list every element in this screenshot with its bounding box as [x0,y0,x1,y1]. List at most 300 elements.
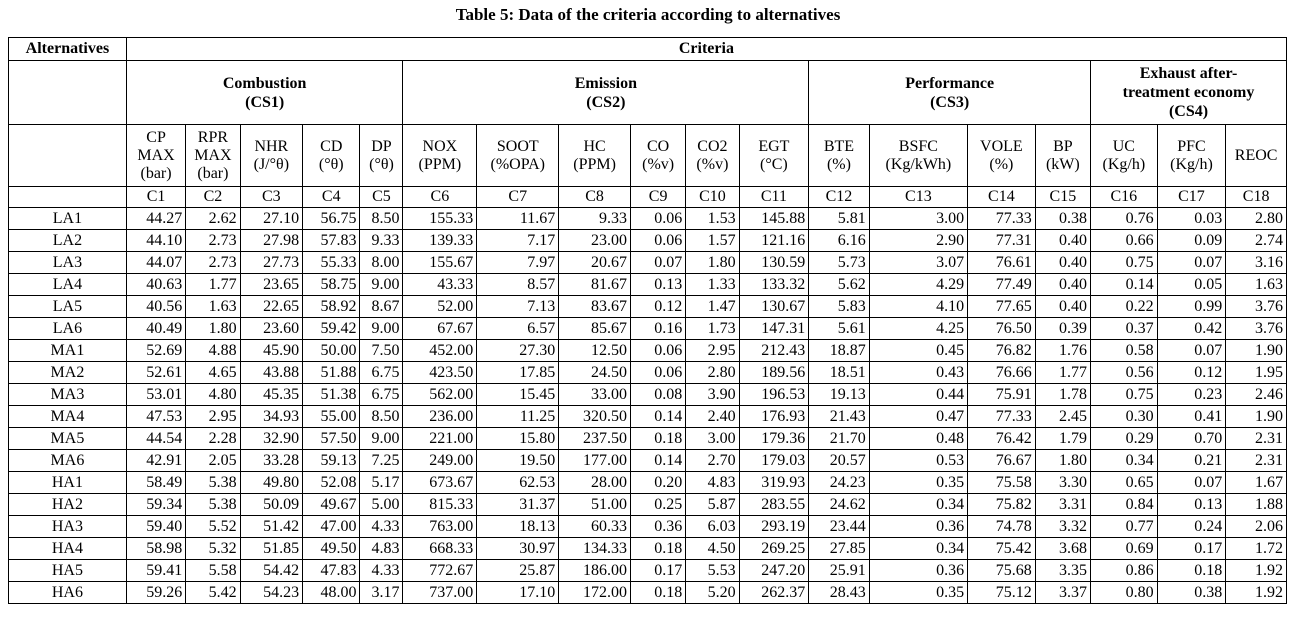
table-cell: 772.67 [403,560,477,582]
alternative-name: MA6 [9,450,127,472]
table-cell: 452.00 [403,340,477,362]
table-cell: 4.65 [186,362,240,384]
alternative-name: HA6 [9,582,127,604]
table-cell: 52.61 [126,362,185,384]
column-header-line: EGT [758,137,790,155]
column-header [968,125,1036,187]
table-cell: 319.93 [739,472,809,494]
table-cell: 18.13 [477,516,559,538]
table-cell: 2.90 [869,230,967,252]
group-label-line: (CS1) [245,93,285,111]
table-cell: 145.88 [739,208,809,230]
table-cell: 52.69 [126,340,185,362]
table-cell: 44.10 [126,230,185,252]
table-cell: 1.76 [1035,340,1090,362]
alternative-name: MA2 [9,362,127,384]
table-cell: 1.90 [1226,340,1287,362]
group-label-line: (CS2) [586,93,626,111]
column-header-line: BP [1053,137,1073,155]
table-cell: 0.25 [630,494,685,516]
table-cell: 59.41 [126,560,185,582]
table-cell: 5.32 [186,538,240,560]
table-cell: 147.31 [739,318,809,340]
table-cell: 54.42 [240,560,303,582]
table-cell: 77.33 [968,208,1036,230]
table-cell: 0.18 [1157,560,1226,582]
table-cell: 0.20 [630,472,685,494]
table-cell: 0.69 [1091,538,1158,560]
criteria-header: Criteria [126,38,1286,61]
table-cell: 5.53 [686,560,739,582]
column-code: C2 [186,187,240,208]
table-cell: 52.08 [303,472,360,494]
criteria-group-header [126,61,403,125]
table-cell: 0.77 [1091,516,1158,538]
column-header [240,125,303,187]
table-row [9,582,1287,604]
table-cell: 8.67 [360,296,403,318]
table-cell: 42.91 [126,450,185,472]
table-cell: 3.35 [1035,560,1090,582]
column-header [1157,125,1226,187]
table-cell: 24.50 [559,362,631,384]
table-cell: 737.00 [403,582,477,604]
alternative-name: MA5 [9,428,127,450]
table-cell: 3.76 [1226,318,1287,340]
table-cell: 3.17 [360,582,403,604]
table-cell: 9.33 [360,230,403,252]
table-cell: 0.06 [630,362,685,384]
table-cell: 47.53 [126,406,185,428]
table-cell: 673.67 [403,472,477,494]
column-header-line: CO2 [697,137,728,155]
table-cell: 130.67 [739,296,809,318]
table-cell: 40.49 [126,318,185,340]
table-cell: 0.39 [1035,318,1090,340]
table-cell: 77.33 [968,406,1036,428]
table-cell: 59.40 [126,516,185,538]
table-cell: 3.32 [1035,516,1090,538]
table-cell: 76.82 [968,340,1036,362]
column-header-line: BSFC [898,137,938,155]
table-cell: 19.50 [477,450,559,472]
column-header-line: CD [320,137,343,155]
table-cell: 6.16 [809,230,869,252]
table-cell: 53.01 [126,384,185,406]
table-cell: 5.00 [360,494,403,516]
table-cell: 51.85 [240,538,303,560]
table-cell: 0.23 [1157,384,1226,406]
table-cell: 58.49 [126,472,185,494]
table-cell: 1.77 [1035,362,1090,384]
column-header-line: (kW) [1045,155,1080,173]
column-header-line: CP [146,128,166,146]
group-label-line: Exhaust after- [1139,65,1238,82]
table-cell: 31.37 [477,494,559,516]
table-cell: 0.86 [1091,560,1158,582]
table-cell: 4.33 [360,560,403,582]
table-cell: 0.35 [869,582,967,604]
table-cell: 4.83 [686,472,739,494]
column-header [360,125,403,187]
table-cell: 3.68 [1035,538,1090,560]
table-cell: 0.56 [1091,362,1158,384]
table-cell: 320.50 [559,406,631,428]
table-cell: 172.00 [559,582,631,604]
table-cell: 48.00 [303,582,360,604]
table-cell: 0.47 [869,406,967,428]
table-row [9,230,1287,252]
table-cell: 1.78 [1035,384,1090,406]
column-header-line: (%) [826,155,851,173]
table-cell: 40.56 [126,296,185,318]
table-cell: 2.73 [186,252,240,274]
alternative-name: LA6 [9,318,127,340]
column-header [739,125,809,187]
table-cell: 0.13 [1157,494,1226,516]
alternative-name: HA1 [9,472,127,494]
column-header-line: (°θ) [318,155,344,173]
table-cell: 62.53 [477,472,559,494]
group-label-line: Performance [905,74,995,92]
table-cell: 179.03 [739,450,809,472]
table-cell: 139.33 [403,230,477,252]
table-cell: 52.00 [403,296,477,318]
table-cell: 22.65 [240,296,303,318]
table-cell: 1.80 [686,252,739,274]
table-cell: 5.58 [186,560,240,582]
table-cell: 21.43 [809,406,869,428]
table-cell: 4.88 [186,340,240,362]
table-cell: 1.33 [686,274,739,296]
column-header [1091,125,1158,187]
table-cell: 155.67 [403,252,477,274]
table-cell: 49.50 [303,538,360,560]
table-cell: 2.45 [1035,406,1090,428]
table-cell: 27.73 [240,252,303,274]
table-cell: 176.93 [739,406,809,428]
table-cell: 1.67 [1226,472,1287,494]
table-row [9,516,1287,538]
table-cell: 1.92 [1226,560,1287,582]
table-cell: 2.80 [686,362,739,384]
table-cell: 1.63 [186,296,240,318]
column-header-line: (bar) [197,164,229,182]
table-cell: 0.18 [630,582,685,604]
table-cell: 7.17 [477,230,559,252]
table-cell: 247.20 [739,560,809,582]
table-cell: 0.07 [1157,340,1226,362]
table-cell: 59.13 [303,450,360,472]
column-header [1226,125,1287,187]
column-header [686,125,739,187]
table-cell: 8.50 [360,208,403,230]
table-cell: 1.95 [1226,362,1287,384]
table-cell: 44.54 [126,428,185,450]
table-cell: 58.92 [303,296,360,318]
table-cell: 77.31 [968,230,1036,252]
table-cell: 7.97 [477,252,559,274]
table-cell: 1.57 [686,230,739,252]
table-cell: 7.25 [360,450,403,472]
table-cell: 44.27 [126,208,185,230]
table-cell: 0.37 [1091,318,1158,340]
table-cell: 562.00 [403,384,477,406]
alternative-name: HA2 [9,494,127,516]
column-header-line: (%) [989,155,1014,173]
table-cell: 3.07 [869,252,967,274]
table-cell: 0.05 [1157,274,1226,296]
table-cell: 33.00 [559,384,631,406]
table-cell: 763.00 [403,516,477,538]
table-cell: 27.30 [477,340,559,362]
alternative-name: HA3 [9,516,127,538]
table-cell: 9.00 [360,318,403,340]
table-cell: 0.45 [869,340,967,362]
alternative-name: MA3 [9,384,127,406]
table-cell: 0.76 [1091,208,1158,230]
table-cell: 30.97 [477,538,559,560]
alternative-name: LA4 [9,274,127,296]
group-label-line: Emission [574,74,637,92]
table-cell: 196.53 [739,384,809,406]
table-row [9,252,1287,274]
table-cell: 58.98 [126,538,185,560]
criteria-group-header [809,61,1091,125]
table-cell: 0.35 [869,472,967,494]
table-cell: 1.92 [1226,582,1287,604]
column-code: C3 [240,187,303,208]
table-cell: 4.33 [360,516,403,538]
table-cell: 12.50 [559,340,631,362]
column-header-line: (°C) [760,155,788,173]
table-cell: 5.87 [686,494,739,516]
table-cell: 20.57 [809,450,869,472]
table-cell: 27.85 [809,538,869,560]
table-cell: 269.25 [739,538,809,560]
table-cell: 0.34 [1091,450,1158,472]
table-cell: 81.67 [559,274,631,296]
alternative-name: LA3 [9,252,127,274]
table-cell: 2.74 [1226,230,1287,252]
table-cell: 0.14 [1091,274,1158,296]
table-cell: 134.33 [559,538,631,560]
table-cell: 236.00 [403,406,477,428]
table-cell: 55.00 [303,406,360,428]
table-cell: 11.67 [477,208,559,230]
table-cell: 51.88 [303,362,360,384]
table-cell: 9.33 [559,208,631,230]
table-cell: 2.31 [1226,450,1287,472]
column-code: C14 [968,187,1036,208]
table-cell: 2.05 [186,450,240,472]
table-cell: 177.00 [559,450,631,472]
criteria-table [8,37,1287,604]
column-header [303,125,360,187]
table-cell: 5.17 [360,472,403,494]
table-cell: 18.87 [809,340,869,362]
table-cell: 67.67 [403,318,477,340]
column-code: C5 [360,187,403,208]
table-cell: 0.21 [1157,450,1226,472]
table-cell: 0.48 [869,428,967,450]
alternative-name: LA5 [9,296,127,318]
table-cell: 155.33 [403,208,477,230]
table-cell: 8.50 [360,406,403,428]
table-cell: 0.40 [1035,274,1090,296]
table-cell: 237.50 [559,428,631,450]
table-cell: 59.42 [303,318,360,340]
table-cell: 24.23 [809,472,869,494]
table-cell: 3.90 [686,384,739,406]
table-cell: 0.36 [869,516,967,538]
group-label-line: (CS4) [1168,103,1209,120]
table-cell: 7.50 [360,340,403,362]
table-cell: 51.42 [240,516,303,538]
table-cell: 4.80 [186,384,240,406]
column-header-line: (PPM) [573,155,616,173]
table-row [9,384,1287,406]
alternative-name: LA2 [9,230,127,252]
table-row [9,274,1287,296]
table-cell: 179.36 [739,428,809,450]
table-cell: 0.40 [1035,296,1090,318]
table-cell: 32.90 [240,428,303,450]
column-code: C4 [303,187,360,208]
table-row [9,296,1287,318]
table-cell: 4.29 [869,274,967,296]
table-cell: 77.65 [968,296,1036,318]
alternative-name: HA5 [9,560,127,582]
table-cell: 2.31 [1226,428,1287,450]
column-code: C9 [630,187,685,208]
table-cell: 0.99 [1157,296,1226,318]
table-cell: 0.06 [630,230,685,252]
group-label-line: (CS3) [930,93,970,111]
table-cell: 0.17 [1157,538,1226,560]
table-cell: 1.73 [686,318,739,340]
table-cell: 5.61 [809,318,869,340]
alternative-name: MA4 [9,406,127,428]
table-cell: 5.52 [186,516,240,538]
alternative-name: HA4 [9,538,127,560]
table-cell: 2.46 [1226,384,1287,406]
table-row [9,340,1287,362]
column-header [403,125,477,187]
table-row [9,208,1287,230]
table-cell: 0.70 [1157,428,1226,450]
table-cell: 8.00 [360,252,403,274]
table-row [9,538,1287,560]
table-cell: 3.16 [1226,252,1287,274]
table-cell: 1.63 [1226,274,1287,296]
alternative-name: LA1 [9,208,127,230]
table-cell: 133.32 [739,274,809,296]
table-cell: 815.33 [403,494,477,516]
table-cell: 0.75 [1091,384,1158,406]
table-cell: 59.34 [126,494,185,516]
table-cell: 59.26 [126,582,185,604]
table-cell: 5.83 [809,296,869,318]
column-code: C8 [559,187,631,208]
table-cell: 0.42 [1157,318,1226,340]
column-header-line: (J/°θ) [253,155,290,173]
table-cell: 23.00 [559,230,631,252]
table-cell: 0.07 [630,252,685,274]
table-cell: 57.83 [303,230,360,252]
table-cell: 74.78 [968,516,1036,538]
table-cell: 121.16 [739,230,809,252]
column-header [809,125,869,187]
table-cell: 5.38 [186,472,240,494]
table-row [9,406,1287,428]
table-cell: 17.85 [477,362,559,384]
table-cell: 76.67 [968,450,1036,472]
table-cell: 75.82 [968,494,1036,516]
column-header [559,125,631,187]
table-cell: 2.95 [686,340,739,362]
table-cell: 43.88 [240,362,303,384]
table-cell: 5.20 [686,582,739,604]
table-cell: 1.53 [686,208,739,230]
table-cell: 6.03 [686,516,739,538]
table-cell: 1.77 [186,274,240,296]
table-cell: 15.80 [477,428,559,450]
table-cell: 0.34 [869,538,967,560]
table-cell: 0.29 [1091,428,1158,450]
table-cell: 0.41 [1157,406,1226,428]
table-cell: 17.10 [477,582,559,604]
table-cell: 54.23 [240,582,303,604]
table-cell: 49.67 [303,494,360,516]
table-cell: 1.79 [1035,428,1090,450]
column-header-line: RPR [197,128,229,146]
table-cell: 0.40 [1035,252,1090,274]
table-row [9,450,1287,472]
table-cell: 1.72 [1226,538,1287,560]
column-code: C13 [869,187,967,208]
column-header-line: REOC [1234,146,1278,164]
table-cell: 262.37 [739,582,809,604]
table-cell: 0.36 [630,516,685,538]
column-code: C12 [809,187,869,208]
table-cell: 27.98 [240,230,303,252]
table-cell: 3.37 [1035,582,1090,604]
table-cell: 5.62 [809,274,869,296]
table-cell: 0.24 [1157,516,1226,538]
table-cell: 23.60 [240,318,303,340]
table-cell: 75.91 [968,384,1036,406]
table-cell: 2.62 [186,208,240,230]
table-cell: 76.66 [968,362,1036,384]
table-cell: 47.00 [303,516,360,538]
table-cell: 0.75 [1091,252,1158,274]
alternative-name: MA1 [9,340,127,362]
table-cell: 186.00 [559,560,631,582]
table-cell: 3.30 [1035,472,1090,494]
table-cell: 0.44 [869,384,967,406]
group-label-line: Combustion [222,74,307,92]
table-cell: 34.93 [240,406,303,428]
table-cell: 18.51 [809,362,869,384]
group-label-line: treatment economy [1122,84,1255,101]
table-cell: 4.83 [360,538,403,560]
column-header [630,125,685,187]
column-code: C16 [1091,187,1158,208]
column-header-line: NHR [254,137,289,155]
table-cell: 5.38 [186,494,240,516]
table-cell: 21.70 [809,428,869,450]
